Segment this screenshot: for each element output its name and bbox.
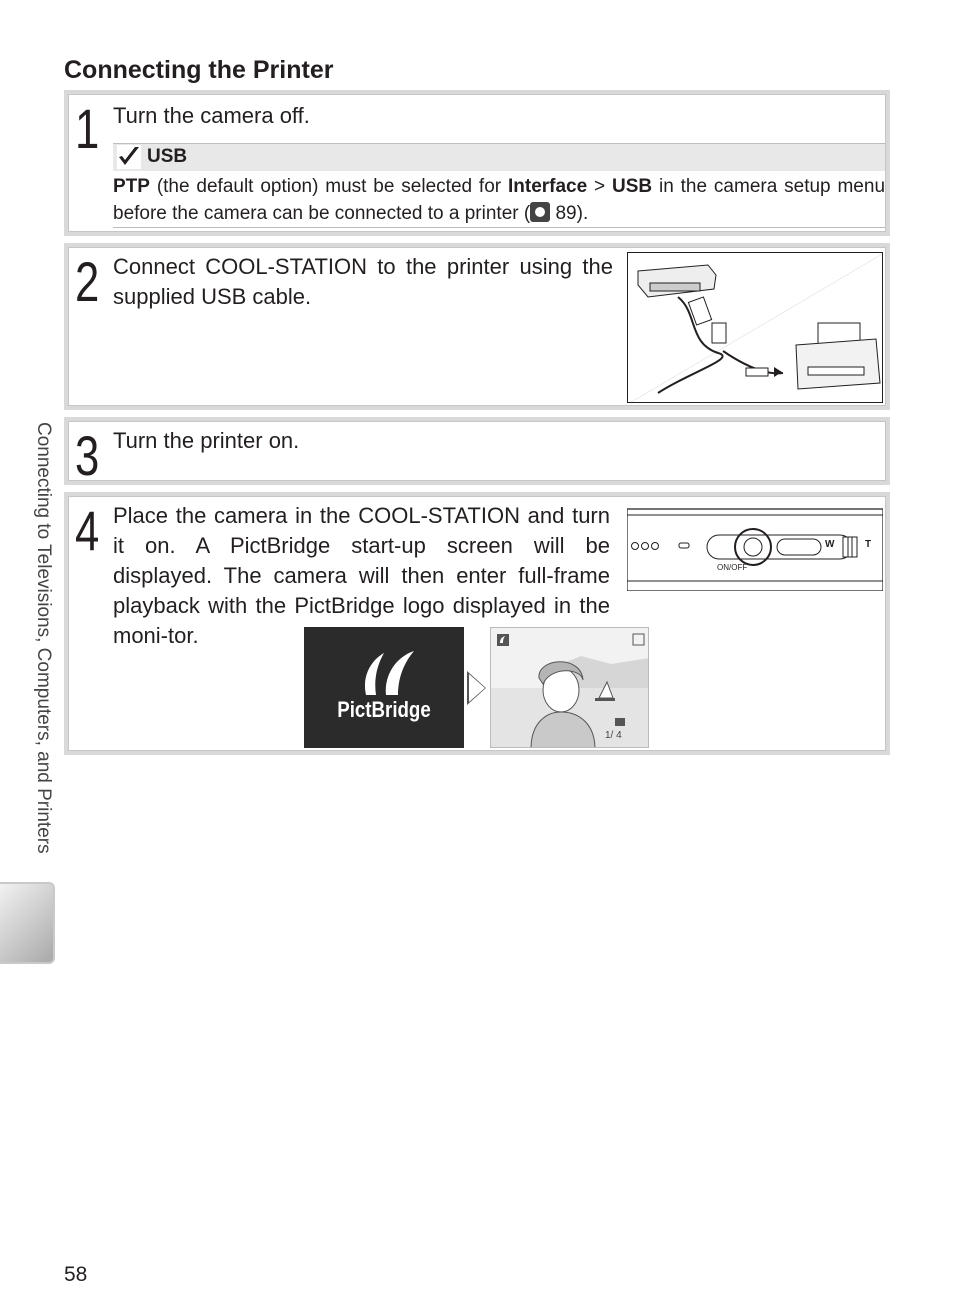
usb-term: USB [612,176,653,197]
chapter-side-label [32,422,56,872]
step-4-inner [68,496,886,751]
usb-connection-illustration [627,252,883,403]
step-2-inner [68,247,886,406]
note-text-a: (the default option) must be selected for [149,176,508,197]
cool-station-printer-drawing [628,253,883,403]
note-separator: > [587,176,613,197]
step-3-inner [68,421,886,487]
usb-note-body [113,173,885,227]
step-2-text: Connect COOL-STATION to the printer using the supplied USB cable. [113,254,613,309]
arrow-right-icon [469,674,485,702]
pictbridge-startup-screen [304,627,464,748]
playback-photo-drawing [491,628,649,748]
page-heading: Connecting the Printer [64,56,334,84]
usb-note-header [113,143,885,171]
chapter-side-label-text: Connecting to Televisions, Computers, and Printers [33,422,54,854]
interface-term: Interface [507,176,588,197]
step-4 [64,492,890,755]
on-off-label: ON/OFF [717,563,748,572]
step-2-number: 2 [75,250,100,313]
step-1-inner [68,94,886,232]
chapter-tab [0,882,55,964]
checkmark-icon [117,145,141,169]
zoom-t-label: T [865,539,872,550]
step-3-text: Turn the printer on. [113,428,300,453]
usb-note-title: USB [147,146,188,167]
note-divider [113,227,885,228]
step-4-number: 4 [75,499,100,562]
pictbridge-logo-icon [304,627,464,748]
step-1-number: 1 [75,97,100,160]
note-text-b: in the camera setup menu before the camera can be connected to a printer ( [113,176,886,224]
full-frame-playback-screen [490,627,649,748]
step-4-text: Place the camera in the COOL-STATION and turn it on. A PictBridge start-up screen will be displayed. The camera will then enter full-frame playback with the PictBridge logo displayed in the moni-tor. [113,503,610,648]
step-3 [64,417,890,485]
step-1-text: Turn the camera off. [113,103,310,128]
zoom-w-label: W [825,539,835,550]
step-2 [64,243,890,410]
page-reference-icon [530,202,550,222]
page-number: 58 [64,1263,88,1286]
pictbridge-logo-text: PictBridge [337,697,431,722]
camera-top-drawing [627,501,883,591]
note-page-ref: 89). [550,203,589,224]
ptp-term: PTP [113,176,150,197]
camera-power-illustration [627,501,883,591]
playback-frame-counter: 1/ 4 [605,730,622,741]
step-3-number: 3 [75,424,100,487]
step-1 [64,90,890,236]
